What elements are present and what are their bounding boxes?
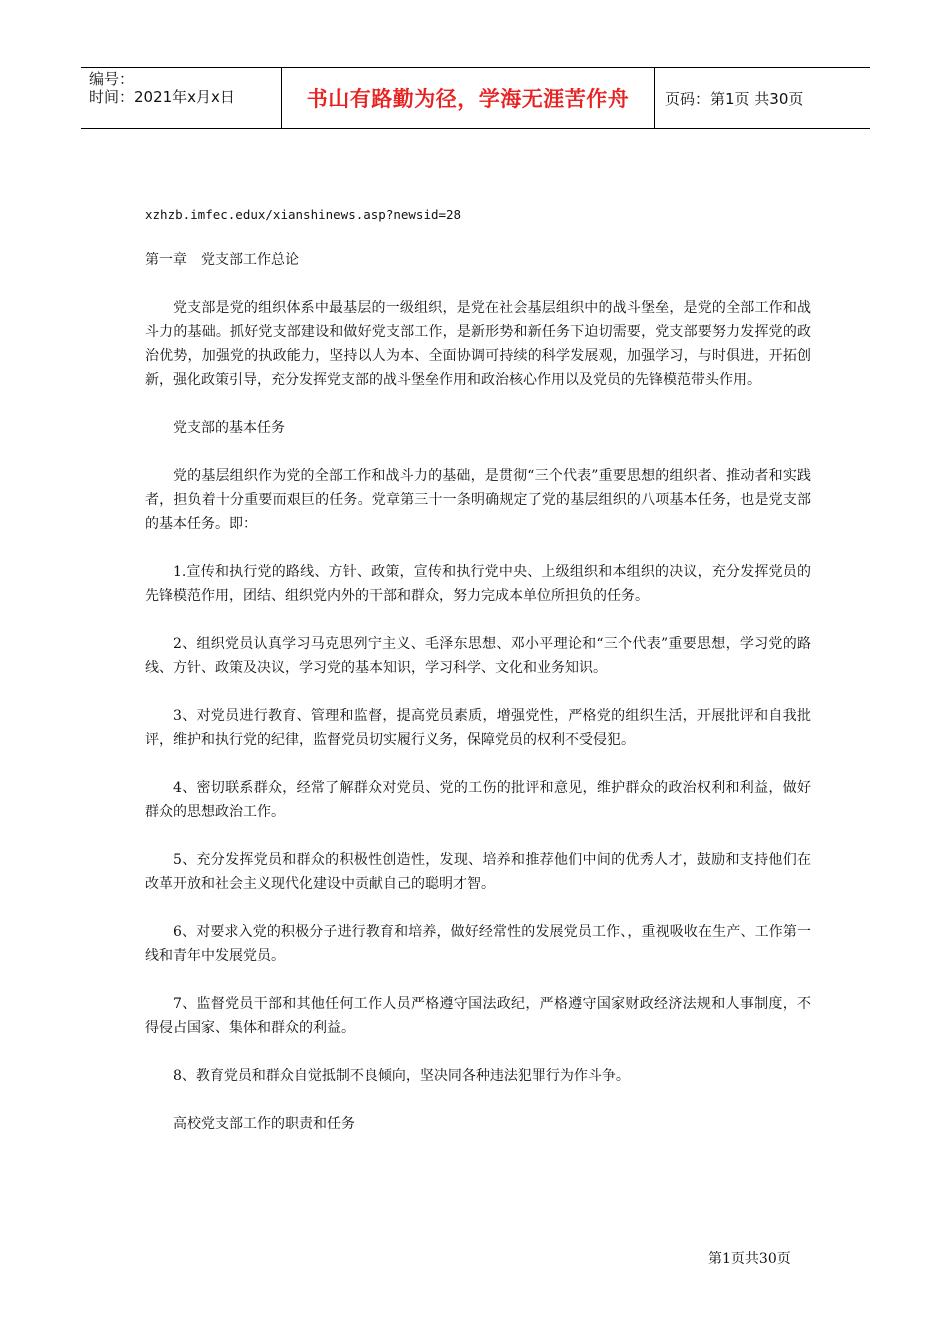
- time-label: 时间：2021年x月x日: [89, 88, 235, 106]
- document-header: [81, 67, 870, 129]
- task-item-3: 3、对党员进行教育、管理和监督，提高党员素质，增强党性，严格党的组织生活，开展批评和自我批评，维护和执行党的纪律，监督党员切实履行义务，保障党员的权利不受侵犯。: [145, 708, 811, 748]
- page-footer: [708, 1248, 791, 1268]
- task-item-2: 2、组织党员认真学习马克思列宁主义、毛泽东思想、邓小平理论和“三个代表”重要思想，学习党的路线、方针、政策及决议，学习党的基本知识，学习科学、文化和业务知识。: [145, 636, 811, 676]
- header-meta: [81, 68, 282, 128]
- section-title-university-duties: 高校党支部工作的职责和任务: [173, 1116, 355, 1132]
- document-body: [145, 206, 811, 1160]
- task-item-8: 8、教育党员和群众自觉抵制不良倾向，坚决同各种违法犯罪行为作斗争。: [173, 1068, 630, 1084]
- task-item-7: 7、监督党员干部和其他任何工作人员严格遵守国法政纪，严格遵守国家财政经济法规和人事制度，不得侵占国家、集体和群众的利益。: [145, 996, 811, 1036]
- number-label: 编号：: [89, 70, 135, 88]
- footer-page-info: 第1页共30页: [708, 1251, 791, 1267]
- source-url: xzhzb.imfec.edux/xianshinews.asp?newsid=28: [145, 207, 462, 222]
- chapter-title: 第一章 党支部工作总论: [145, 252, 299, 268]
- task-item-6: 6、对要求入党的积极分子进行教育和培养，做好经常性的发展党员工作、，重视吸收在生产、工作第一线和青年中发展党员。: [145, 924, 811, 964]
- task-item-4: 4、密切联系群众，经常了解群众对党员、党的工伤的批评和意见，维护群众的政治权利和利益，做好群众的思想政治工作。: [145, 780, 811, 820]
- motto-text: 书山有路勤为径，学海无涯苦作舟: [306, 87, 630, 111]
- header-page-info: [655, 68, 870, 128]
- header-motto: [282, 68, 655, 128]
- page-info-text: 页码：第1页 共30页: [665, 89, 804, 108]
- task-item-5: 5、充分发挥党员和群众的积极性创造性，发现、培养和推荐他们中间的优秀人才，鼓励和支持他们在改革开放和社会主义现代化建设中贡献自己的聪明才智。: [145, 852, 811, 892]
- section-title-basic-tasks: 党支部的基本任务: [173, 420, 285, 436]
- intro-paragraph: 党支部是党的组织体系中最基层的一级组织，是党在社会基层组织中的战斗堡垒，是党的全部工作和战斗力的基础。抓好党支部建设和做好党支部工作，是新形势和新任务下迫切需要，党支部要努力发挥党的政治优势，加强党的执政能力，坚持以人为本、全面协调可持续的科学发展观，加强学习，与时俱进，开拓创新，强化政策引导，充分发挥党支部的战斗堡垒作用和政治核心作用以及党员的先锋模范带头作用。: [145, 300, 811, 388]
- task-item-1: 1.宣传和执行党的路线、方针、政策，宣传和执行党中央、上级组织和本组织的决议，充分发挥党员的先锋模范作用，团结、组织党内外的干部和群众，努力完成本单位所担负的任务。: [145, 564, 811, 604]
- section-intro-paragraph: 党的基层组织作为党的全部工作和战斗力的基础，是贯彻“三个代表”重要思想的组织者、推动者和实践者，担负着十分重要而艰巨的任务。党章第三十一条明确规定了党的基层组织的八项基本任务，也是党支部的基本任务。即：: [145, 468, 811, 532]
